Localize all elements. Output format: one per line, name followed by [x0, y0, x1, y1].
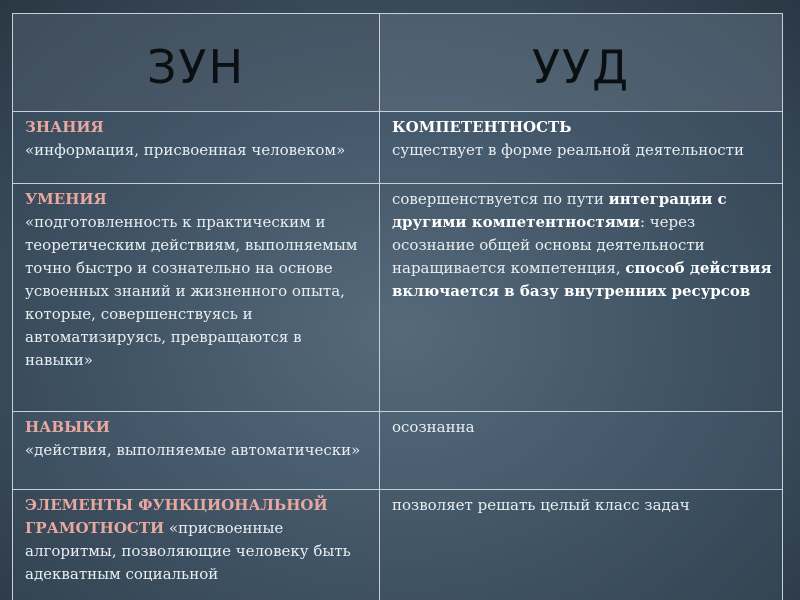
text-skills: «подготовленность к практическим и теоретическим действиям, выполняемым точно быстро и сознательно на основе усвоенных знаний и жизненного опыта, которые, совершенствуясь и автоматизируясь, превращаются в навыки» — [25, 213, 358, 369]
table-row — [13, 412, 783, 490]
text-improvement-2: : через осознание общей основы деятельности наращивается компетенция, — [392, 213, 705, 277]
label-knowledge: ЗНАНИЯ — [25, 118, 104, 136]
text-knowledge: «информация, присвоенная человеком» — [25, 141, 346, 159]
text-competence: существует в форме реальной деятельности — [392, 141, 744, 159]
label-skills: УМЕНИЯ — [25, 190, 107, 208]
label-habits: НАВЫКИ — [25, 418, 110, 436]
table-row — [13, 112, 783, 184]
cell-skills — [13, 184, 380, 412]
comparison-table — [12, 13, 783, 600]
table-row — [13, 184, 783, 412]
label-functional-literacy: ЭЛЕМЕНТЫ ФУНКЦИОНАЛЬНОЙ ГРАМОТНОСТИ — [25, 496, 328, 537]
text-improvement-1: совершенствуется по пути — [392, 190, 609, 208]
text-habits: «действия, выполняемые автоматически» — [25, 441, 361, 459]
cell-improvement — [380, 184, 783, 412]
cell-competence — [380, 112, 783, 184]
label-competence: КОМПЕТЕНТНОСТЬ — [392, 118, 572, 136]
text-conscious: осознанна — [392, 418, 475, 436]
table-row — [13, 490, 783, 600]
text-solve-tasks: позволяет решать целый класс задач — [392, 496, 690, 514]
header-uud: УУД — [380, 14, 783, 112]
table-header-row — [13, 14, 783, 112]
text-improvement-bold-2: способ действия включается в базу внутренних ресурсов — [392, 259, 772, 300]
cell-functional-literacy — [13, 490, 380, 600]
cell-knowledge — [13, 112, 380, 184]
cell-conscious — [380, 412, 783, 490]
text-functional-literacy: «присвоенные алгоритмы, позволяющие человеку быть адекватным социальной — [25, 519, 351, 583]
text-improvement-bold-1: интеграции с другими компетентностями — [392, 190, 727, 231]
header-zun: ЗУН — [13, 14, 380, 112]
cell-habits — [13, 412, 380, 490]
cell-solve-tasks — [380, 490, 783, 600]
